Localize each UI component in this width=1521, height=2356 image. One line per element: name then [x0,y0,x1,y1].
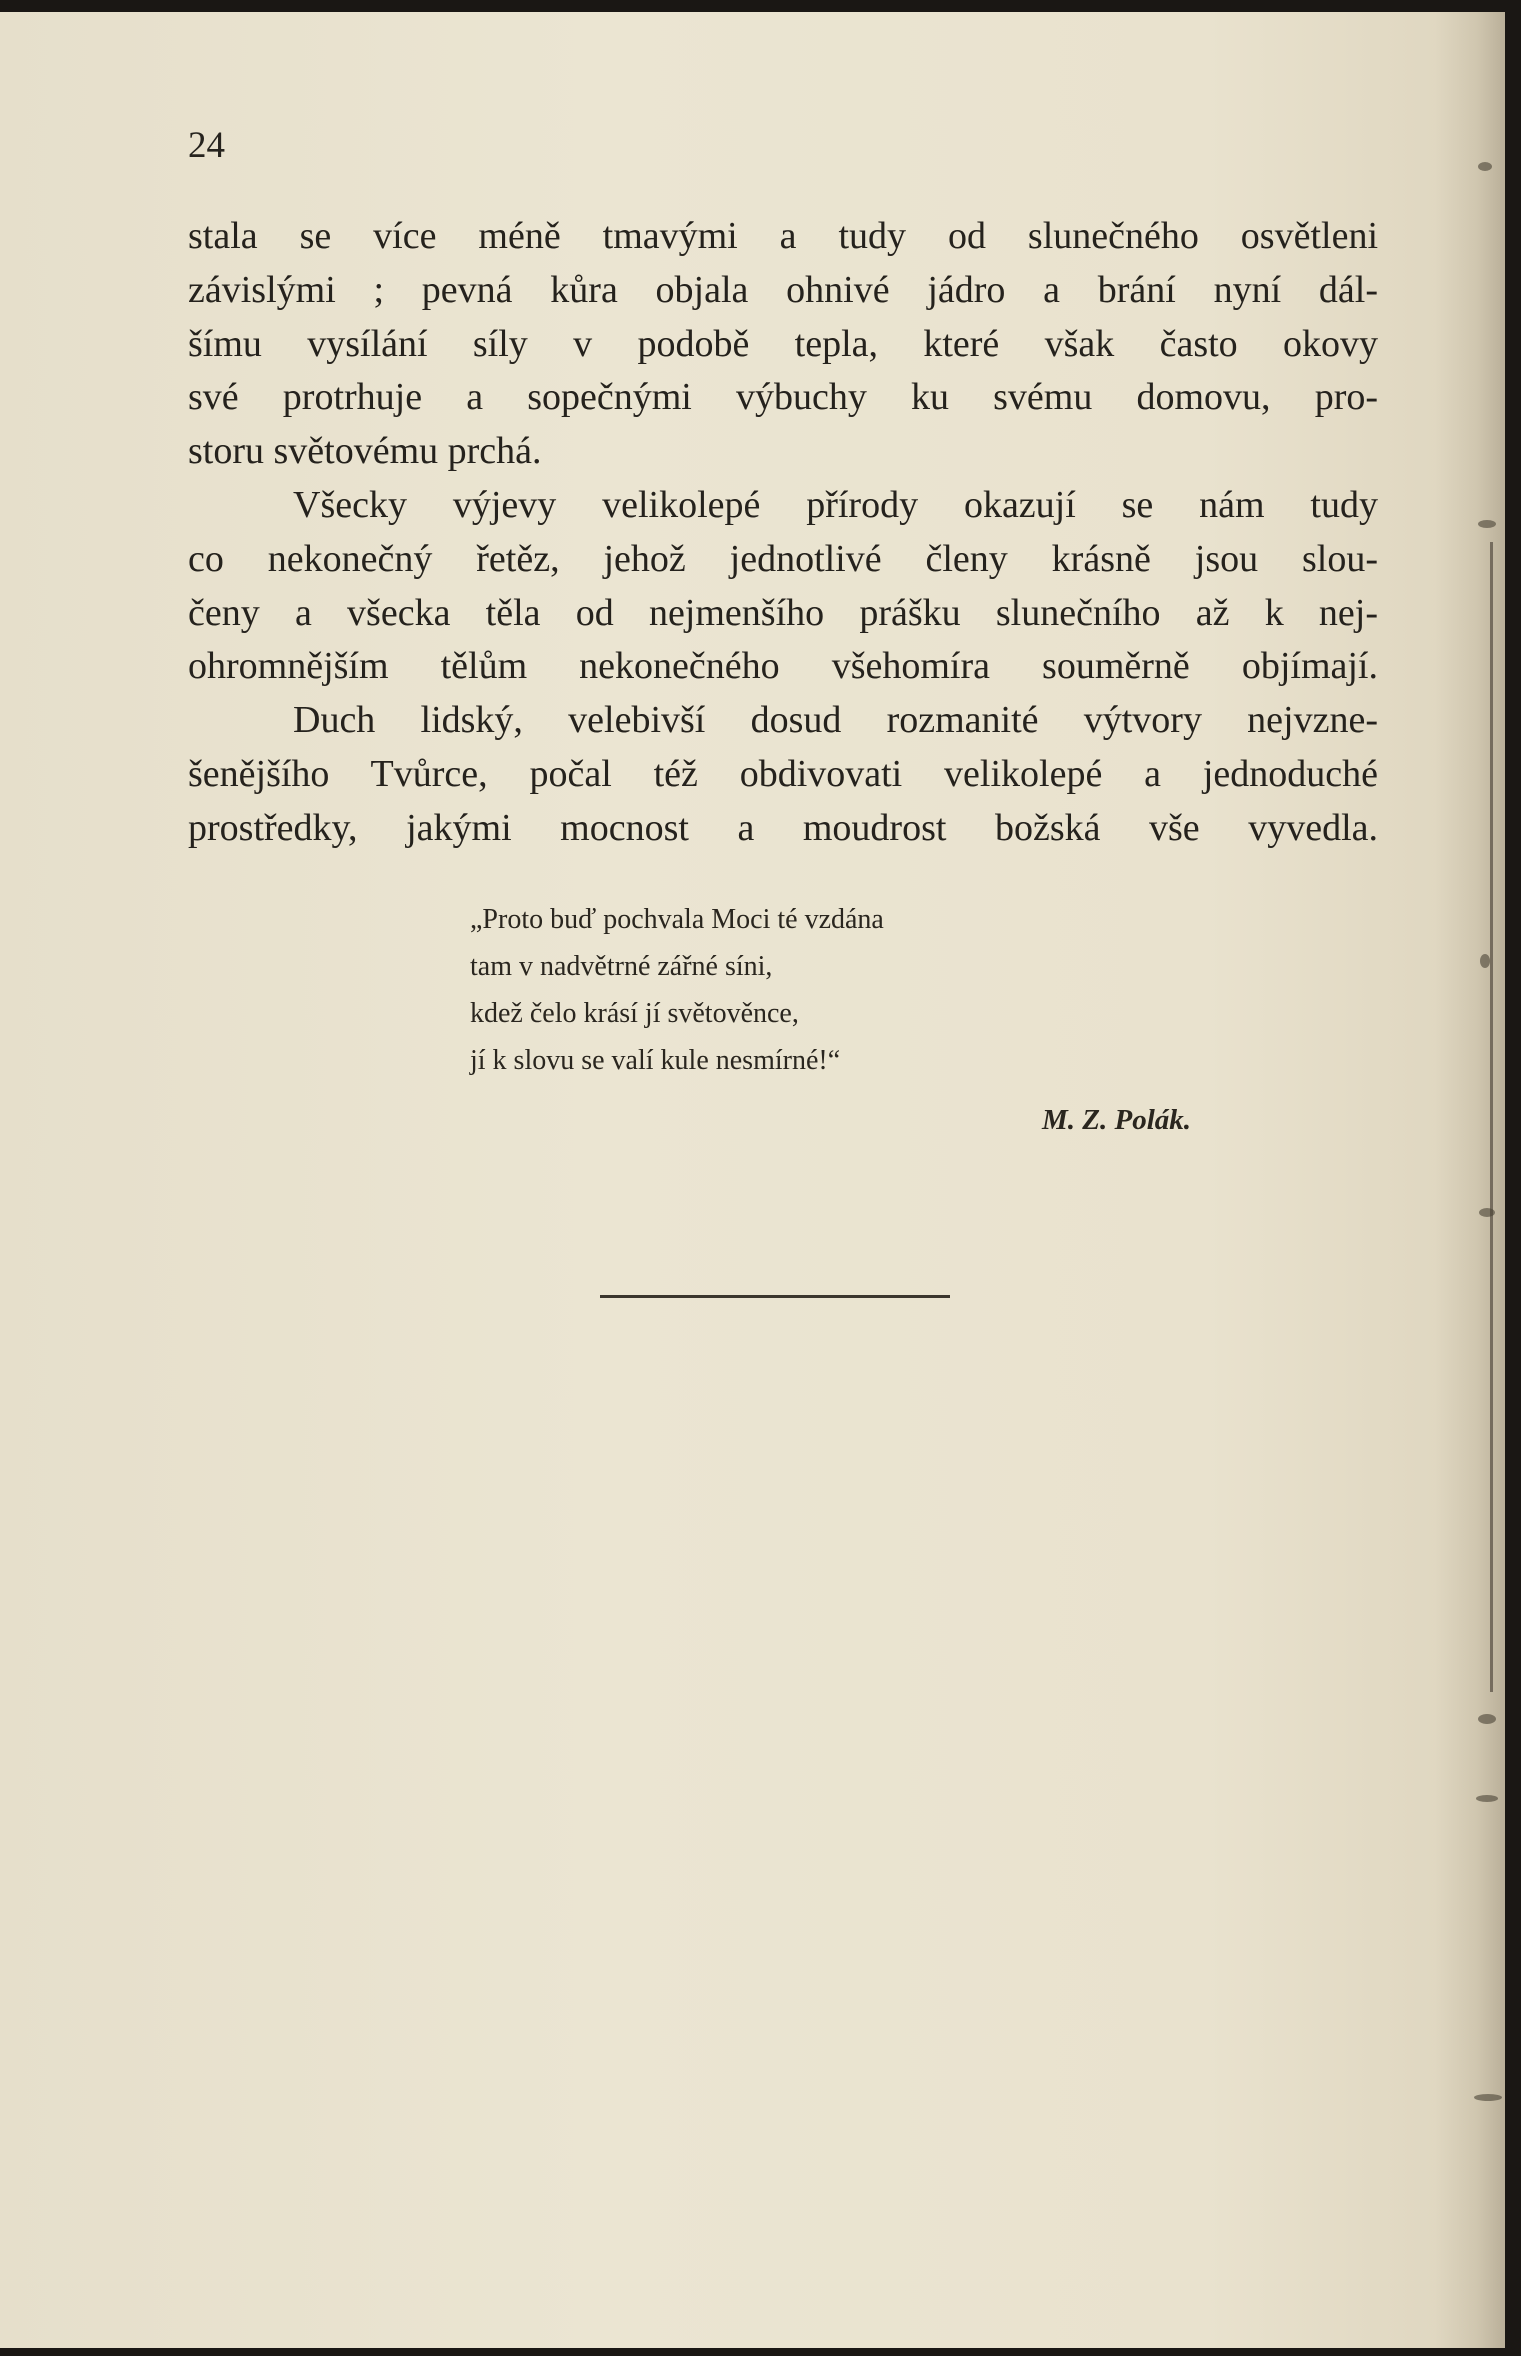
text-line: šímu vysílání síly v podobě tepla, které však často okovy [188,322,1378,365]
text-line: Duch lidský, velebivší dosud rozmanité výtvory nejvzne- [293,699,1378,742]
binding-mark [1479,1208,1495,1217]
text-line: čeny a všecka těla od nejmenšího prášku slunečního až k nej- [188,591,1378,634]
binding-mark [1478,520,1496,528]
poem-line: jí k slovu se valí kule nesmírné!“ [470,1045,841,1076]
text-line: storu světovému prchá. [188,430,542,473]
binding-line [1490,542,1493,1692]
binding-mark [1478,1714,1496,1724]
text-line: prostředky, jakými mocnost a moudrost božská vše vyvedla. [188,806,1378,849]
poem-quote [470,896,884,1084]
text-line: co nekonečný řetěz, jehož jednotlivé členy krásně jsou slou- [188,537,1378,580]
binding-mark [1474,2094,1502,2101]
text-line: ohromnějším tělům nekonečného všehomíra souměrně objímají. [188,645,1378,688]
page-number: 24 [188,125,225,166]
paragraph-3 [188,694,1378,855]
text-line: stala se více méně tmavými a tudy od slunečného osvětleni [188,215,1378,257]
poem-author: M. Z. Polák. [1042,1104,1192,1136]
binding-mark [1480,954,1490,968]
text-line: závislými ; pevná kůra objala ohnivé jádro a brání nyní dál- [188,268,1378,311]
paragraph-1 [188,210,1378,479]
text-line: své protrhuje a sopečnými výbuchy ku svému domovu, pro- [188,376,1378,419]
book-page [0,12,1505,2348]
poem-line: tam v nadvětrné zářné síni, [470,951,773,982]
section-divider [600,1295,950,1298]
body-text [188,210,1378,856]
text-line: šenějšího Tvůrce, počal též obdivovati velikolepé a jednoduché [188,752,1378,795]
binding-mark [1476,1795,1498,1802]
poem-line: „Proto buď pochvala Moci té vzdána [470,904,884,935]
page-edge-shadow [1435,12,1505,2348]
text-line: Všecky výjevy velikolepé přírody okazují se nám tudy [293,483,1378,526]
poem-line: kdež čelo krásí jí světověnce, [470,998,799,1029]
paragraph-2 [188,479,1378,694]
binding-mark [1478,162,1492,171]
